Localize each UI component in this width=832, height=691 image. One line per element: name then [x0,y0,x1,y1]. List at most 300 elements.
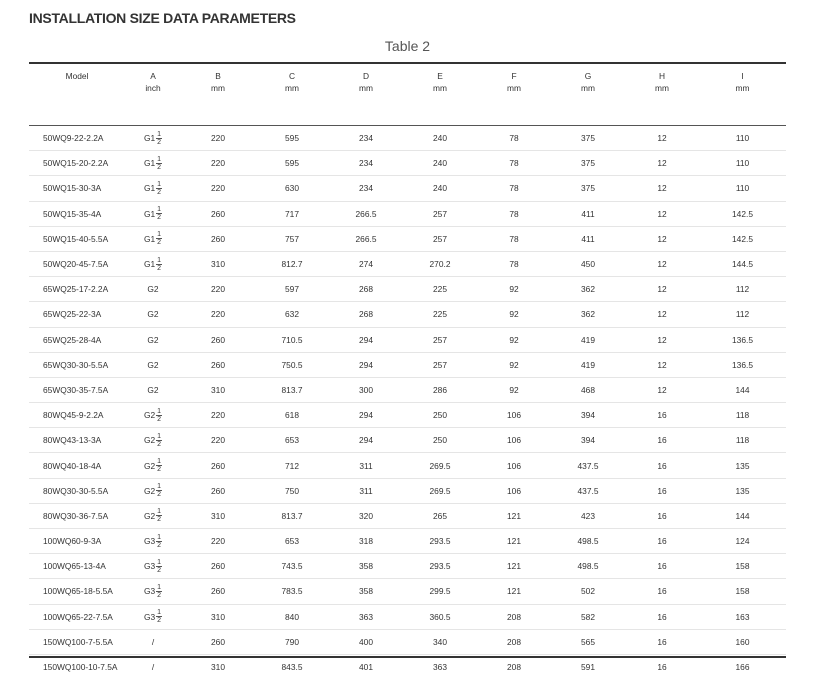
dimension-e-cell: 225 [403,302,477,327]
dimension-g-cell: 411 [551,201,625,226]
dimension-d-cell: 363 [329,604,403,629]
fraction-numerator: 1 [157,583,162,591]
dimension-g-cell: 362 [551,302,625,327]
inlet-size-value: G2 [147,359,159,370]
table-row [29,176,786,201]
column-header-unit: mm [735,83,750,93]
inlet-size-cell [125,226,181,251]
fraction-denominator: 2 [157,516,162,524]
model-cell: 65WQ25-28-4A [29,327,125,352]
dimension-e-cell: 265 [403,503,477,528]
dimension-f-cell: 92 [477,352,551,377]
dimension-b-cell: 220 [181,277,255,302]
dimension-f-cell: 106 [477,428,551,453]
inlet-size-cell [125,428,181,453]
dimension-d-cell: 358 [329,554,403,579]
dimension-f-cell: 208 [477,629,551,654]
inlet-size-cell [125,377,181,402]
dimension-i-cell: 112 [699,277,786,302]
dimension-d-cell: 234 [329,151,403,176]
fraction-numerator: 1 [157,533,162,541]
dimension-g-cell: 394 [551,403,625,428]
dimension-c-cell: 717 [255,201,329,226]
table-row [29,226,786,251]
model-cell: 80WQ30-36-7.5A [29,503,125,528]
dimension-g-cell: 375 [551,126,625,151]
dimension-b-cell: 260 [181,478,255,503]
dimension-d-cell: 294 [329,403,403,428]
dimension-i-cell: 144 [699,503,786,528]
half-fraction [156,433,162,448]
model-cell: 80WQ45-9-2.2A [29,403,125,428]
dimension-f-cell: 78 [477,226,551,251]
fraction-numerator: 1 [157,508,162,516]
inlet-size-value: G1 [143,259,156,270]
inlet-size-value: / [151,662,155,673]
inlet-size-cell [125,503,181,528]
dimension-h-cell: 12 [625,176,699,201]
dimension-d-cell: 300 [329,377,403,402]
column-header-unit: mm [211,83,225,93]
table-header-row [29,70,786,126]
fraction-numerator: 1 [157,407,162,415]
inlet-size-cell [125,403,181,428]
table-row [29,377,786,402]
dimension-d-cell: 268 [329,302,403,327]
inlet-size-value: / [151,636,155,647]
model-cell: 150WQ100-7-5.5A [29,629,125,654]
dimension-i-cell: 118 [699,403,786,428]
inlet-size-cell [125,176,181,201]
dimension-g-cell: 498.5 [551,554,625,579]
model-cell: 50WQ20-45-7.5A [29,251,125,276]
fraction-denominator: 2 [157,239,162,247]
dimension-e-cell: 299.5 [403,579,477,604]
dimension-c-cell: 710.5 [255,327,329,352]
table-row [29,251,786,276]
inlet-size-cell [125,201,181,226]
dimension-i-cell: 135 [699,478,786,503]
dimension-f-cell: 106 [477,403,551,428]
dimension-h-cell: 16 [625,629,699,654]
dimension-g-cell: 591 [581,662,595,673]
dimension-h-cell: 12 [625,302,699,327]
dimension-i-cell: 112 [699,302,786,327]
dimension-b-cell: 260 [181,579,255,604]
inlet-size-value: G2 [147,384,159,395]
model-cell: 80WQ43-13-3A [29,428,125,453]
inlet-size-cell [125,251,181,276]
half-fraction [156,131,162,146]
column-header [551,70,625,126]
column-header [625,70,699,126]
table-row [29,604,786,629]
column-header [699,70,786,126]
dimension-d-cell: 266.5 [329,226,403,251]
dimension-f-cell: 92 [477,327,551,352]
dimension-i-cell: 144.5 [699,251,786,276]
dimension-d-cell: 401 [359,662,373,673]
dimension-i-cell: 142.5 [699,201,786,226]
inlet-size-value: G2 [143,460,156,471]
dimension-h-cell: 16 [625,428,699,453]
dimension-h-cell: 16 [657,662,667,673]
dimension-g-cell: 565 [551,629,625,654]
dimension-b-cell: 260 [181,201,255,226]
dimension-d-cell: 266.5 [329,201,403,226]
dimension-c-cell: 843.5 [281,662,303,673]
dimension-d-cell: 268 [329,277,403,302]
fraction-denominator: 2 [157,440,162,448]
table-row [29,151,786,176]
inlet-size-value: G1 [143,133,156,144]
dimension-b-cell: 260 [181,327,255,352]
dimension-e-cell: 286 [403,377,477,402]
dimension-f-cell: 208 [477,604,551,629]
dimension-f-cell: 92 [477,377,551,402]
dimension-c-cell: 712 [255,453,329,478]
dimension-b-cell: 260 [181,352,255,377]
inlet-size-value: G1 [143,208,156,219]
inlet-size-value: G2 [143,510,156,521]
dimension-g-cell: 437.5 [551,453,625,478]
column-header [403,70,477,126]
fraction-numerator: 1 [157,432,162,440]
model-cell: 100WQ65-18-5.5A [29,579,125,604]
half-fraction [156,156,162,171]
dimension-d-cell: 294 [329,327,403,352]
column-header-label: D [362,71,370,81]
fraction-denominator: 2 [157,415,162,423]
column-header-unit: inch [145,83,161,93]
dimension-d-cell: 318 [329,529,403,554]
dimension-f-cell: 121 [477,503,551,528]
dimension-g-cell: 419 [551,352,625,377]
dimension-h-cell: 16 [625,579,699,604]
dimension-e-cell: 225 [403,277,477,302]
dimension-c-cell: 595 [255,151,329,176]
dimension-e-cell: 257 [403,226,477,251]
dimension-h-cell: 12 [625,277,699,302]
model-cell: 100WQ60-9-3A [29,529,125,554]
table-row [29,453,786,478]
dimension-g-cell: 419 [551,327,625,352]
column-header-label: H [658,71,666,81]
half-fraction [156,257,162,272]
column-header [181,70,255,126]
table-row [29,654,786,679]
fraction-numerator: 1 [157,458,162,466]
dimension-h-cell: 12 [625,327,699,352]
dimension-f-cell: 92 [477,277,551,302]
dimension-e-cell: 257 [403,352,477,377]
model-cell: 65WQ30-30-5.5A [29,352,125,377]
inlet-size-value: G2 [147,284,159,295]
half-fraction [156,609,162,624]
inlet-size-cell [125,579,181,604]
fraction-denominator: 2 [157,541,162,549]
dimension-e-cell: 240 [403,126,477,151]
fraction-numerator: 1 [157,180,162,188]
dimension-f-cell: 78 [477,251,551,276]
model-cell: 50WQ15-30-3A [29,176,125,201]
dimension-i-cell: 163 [699,604,786,629]
fraction-denominator: 2 [157,138,162,146]
dimension-b-cell: 220 [181,126,255,151]
dimension-c-cell: 750.5 [255,352,329,377]
dimension-g-cell: 394 [551,428,625,453]
dimension-i-cell: 160 [699,629,786,654]
table-row [29,403,786,428]
column-header-unit: mm [581,83,595,93]
dimension-b-cell: 220 [181,302,255,327]
inlet-size-cell [125,126,181,151]
fraction-denominator: 2 [157,264,162,272]
inlet-size-value: G3 [143,536,156,547]
dimension-f-cell: 106 [477,478,551,503]
half-fraction [156,483,162,498]
fraction-denominator: 2 [157,617,162,625]
fraction-numerator: 1 [157,130,162,138]
dimension-c-cell: 630 [255,176,329,201]
dimension-f-cell: 121 [477,529,551,554]
half-fraction [156,584,162,599]
table-top-rule [29,62,786,64]
column-header [329,70,403,126]
dimension-e-cell: 257 [403,327,477,352]
dimension-h-cell: 12 [625,377,699,402]
dimension-d-cell: 320 [329,503,403,528]
dimension-c-cell: 595 [255,126,329,151]
inlet-size-cell [125,277,181,302]
half-fraction [156,559,162,574]
dimension-g-cell: 375 [551,151,625,176]
column-header-unit: mm [433,83,447,93]
column-header-label: A [150,71,156,81]
inlet-size-cell [125,327,181,352]
inlet-size-value: G2 [147,334,159,345]
table-caption: Table 2 [384,38,431,54]
dimension-e-cell: 293.5 [403,529,477,554]
dimension-d-cell: 234 [329,176,403,201]
dimension-f-cell: 78 [477,201,551,226]
half-fraction [156,408,162,423]
dimension-i-cell: 110 [699,126,786,151]
inlet-size-value: G1 [143,158,156,169]
column-header-label: G [584,71,592,81]
inlet-size-value: G1 [143,183,156,194]
model-cell: 80WQ30-30-5.5A [29,478,125,503]
column-header-unit: mm [655,83,669,93]
model-cell: 50WQ15-20-2.2A [29,151,125,176]
model-cell: 50WQ15-40-5.5A [29,226,125,251]
table-row [29,352,786,377]
fraction-numerator: 1 [157,558,162,566]
dimension-f-cell: 92 [477,302,551,327]
dimension-f-cell: 208 [507,662,521,673]
fraction-denominator: 2 [157,188,162,196]
fraction-numerator: 1 [157,206,162,214]
dimension-d-cell: 400 [329,629,403,654]
inlet-size-value: G3 [143,586,156,597]
model-cell: 65WQ25-17-2.2A [29,277,125,302]
dimension-h-cell: 12 [625,201,699,226]
dimension-b-cell: 220 [181,529,255,554]
dimension-c-cell: 783.5 [255,579,329,604]
dimension-g-cell: 468 [551,377,625,402]
dimension-e-cell: 269.5 [403,453,477,478]
dimension-h-cell: 12 [625,126,699,151]
dimension-g-cell: 362 [551,277,625,302]
dimension-b-cell: 310 [181,503,255,528]
column-header [125,70,181,126]
inlet-size-value: G3 [143,561,156,572]
inlet-size-cell [125,629,181,654]
inlet-size-value: G2 [147,309,159,320]
dimension-c-cell: 743.5 [255,554,329,579]
dimension-i-cell: 166 [735,662,750,673]
column-header-label: Model [65,71,89,81]
table-row [29,277,786,302]
table-row [29,554,786,579]
dimension-i-cell: 118 [699,428,786,453]
dimension-c-cell: 790 [255,629,329,654]
dimension-e-cell: 240 [403,151,477,176]
dimension-e-cell: 340 [403,629,477,654]
table-row [29,579,786,604]
table-row [29,126,786,151]
column-header-unit: mm [285,83,299,93]
column-header-unit: mm [507,83,521,93]
inlet-size-cell [125,654,181,679]
table-row [29,503,786,528]
dimension-h-cell: 12 [625,352,699,377]
dimension-e-cell: 363 [433,662,447,673]
fraction-numerator: 1 [157,483,162,491]
fraction-denominator: 2 [157,566,162,574]
model-cell: 80WQ40-18-4A [29,453,125,478]
dimension-e-cell: 240 [403,176,477,201]
dimension-f-cell: 121 [477,554,551,579]
half-fraction [156,231,162,246]
dimension-b-cell: 310 [211,662,225,673]
column-header [29,70,125,126]
dimension-h-cell: 12 [625,226,699,251]
dimension-f-cell: 78 [477,176,551,201]
inlet-size-cell [125,554,181,579]
dimension-h-cell: 16 [625,403,699,428]
dimension-d-cell: 358 [329,579,403,604]
inlet-size-cell [125,352,181,377]
inlet-size-cell [125,478,181,503]
fraction-denominator: 2 [157,163,162,171]
dimension-g-cell: 423 [551,503,625,528]
dimension-d-cell: 294 [329,428,403,453]
dimension-i-cell: 124 [699,529,786,554]
dimension-h-cell: 16 [625,554,699,579]
fraction-denominator: 2 [157,491,162,499]
model-cell: 65WQ25-22-3A [29,302,125,327]
dimension-c-cell: 653 [255,428,329,453]
table-row [29,302,786,327]
dimension-b-cell: 220 [181,176,255,201]
dimension-e-cell: 257 [403,201,477,226]
fraction-denominator: 2 [157,591,162,599]
dimension-c-cell: 653 [255,529,329,554]
model-cell: 65WQ30-35-7.5A [29,377,125,402]
half-fraction [156,181,162,196]
dimension-g-cell: 411 [551,226,625,251]
dimension-h-cell: 12 [625,151,699,176]
model-cell: 50WQ15-35-4A [29,201,125,226]
dimension-b-cell: 260 [181,629,255,654]
dimension-b-cell: 220 [181,428,255,453]
dimension-h-cell: 12 [625,251,699,276]
dimension-b-cell: 310 [181,251,255,276]
dimension-b-cell: 310 [181,604,255,629]
dimension-h-cell: 16 [625,453,699,478]
dimension-e-cell: 360.5 [403,604,477,629]
table-row [29,201,786,226]
table-row [29,478,786,503]
dimension-h-cell: 16 [625,503,699,528]
dimension-e-cell: 250 [403,428,477,453]
dimension-b-cell: 220 [181,403,255,428]
dimension-c-cell: 632 [255,302,329,327]
fraction-numerator: 1 [157,155,162,163]
dimension-c-cell: 757 [255,226,329,251]
dimension-e-cell: 293.5 [403,554,477,579]
dimension-i-cell: 135 [699,453,786,478]
dimension-c-cell: 813.7 [255,503,329,528]
fraction-numerator: 1 [157,609,162,617]
column-header-label: E [437,71,443,81]
table-body [29,126,786,679]
inlet-size-cell [125,302,181,327]
column-header [255,70,329,126]
dimension-h-cell: 16 [625,478,699,503]
dimension-g-cell: 450 [551,251,625,276]
dimension-i-cell: 144 [699,377,786,402]
table-row [29,428,786,453]
fraction-denominator: 2 [157,214,162,222]
inlet-size-value: G2 [143,410,156,421]
fraction-denominator: 2 [157,466,162,474]
dimension-d-cell: 274 [329,251,403,276]
column-header-unit: mm [359,83,373,93]
dimension-b-cell: 220 [181,151,255,176]
dimension-h-cell: 16 [625,604,699,629]
dimension-i-cell: 136.5 [699,327,786,352]
dimension-f-cell: 121 [477,579,551,604]
dimension-b-cell: 260 [181,554,255,579]
dimension-i-cell: 142.5 [699,226,786,251]
dimension-d-cell: 294 [329,352,403,377]
dimension-b-cell: 310 [181,377,255,402]
table-row [29,629,786,654]
inlet-size-value: G2 [143,435,156,446]
dimension-c-cell: 618 [255,403,329,428]
inlet-size-value: G1 [143,233,156,244]
inlet-size-value: G3 [143,611,156,622]
half-fraction [156,206,162,221]
dimension-c-cell: 813.7 [255,377,329,402]
table-row [29,529,786,554]
dimension-f-cell: 106 [477,453,551,478]
dimension-i-cell: 158 [699,554,786,579]
fraction-numerator: 1 [157,256,162,264]
inlet-size-cell [125,529,181,554]
